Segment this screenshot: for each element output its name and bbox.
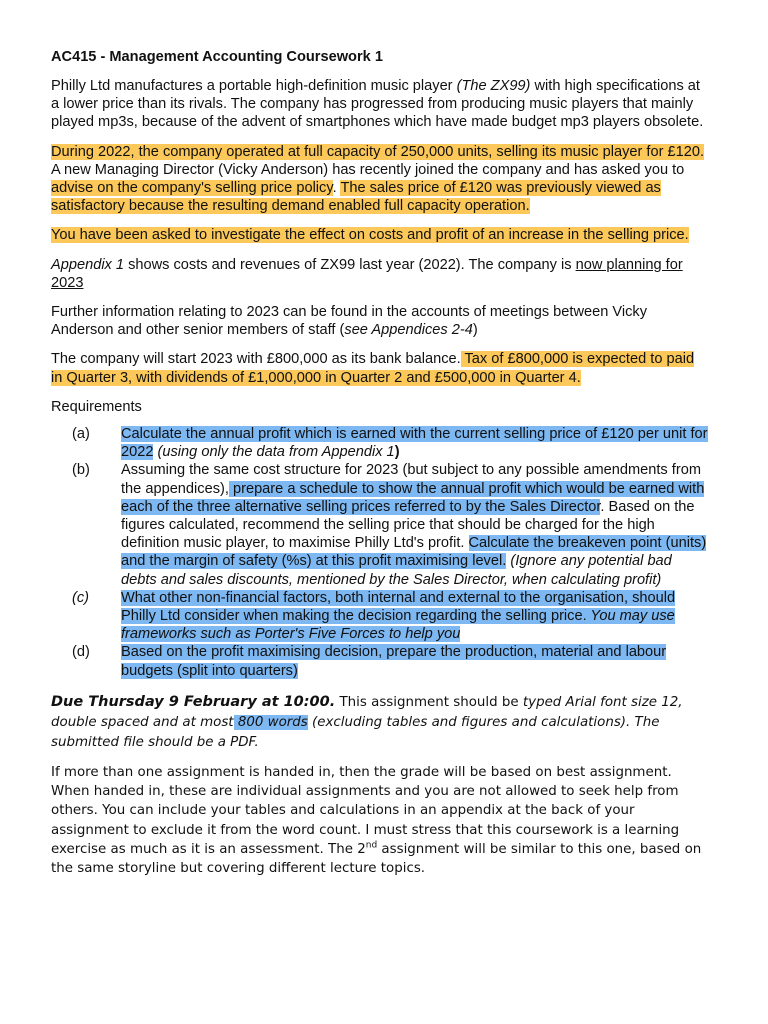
intro-paragraph — [51, 77, 708, 132]
bank-paragraph — [51, 350, 708, 386]
highlight-investigate: You have been asked to investigate the effect on costs and profit of an increase in the selling price. — [51, 227, 689, 244]
highlight-req-a: Calculate the annual profit which is earned with the current selling price of £120 per unit for 2022 — [121, 426, 708, 461]
req-a-note: (using only the data from Appendix 1 — [153, 444, 395, 461]
req-b-text: Assuming the same cost structure for 2023 (but subject to any possible amendments from the appendices), — [121, 462, 701, 497]
investigate-paragraph — [51, 226, 708, 244]
req-b-note: (Ignore any potential bad debts and sales discounts, mentioned by the Sales Director, when calculating profit) — [121, 553, 672, 588]
md-text: A new Managing Director (Vicky Anderson) has recently joined the company and has asked you to — [51, 161, 685, 178]
due-format-cont: (excluding tables and figures and calculations). The submitted file should be a PDF. — [51, 714, 660, 750]
highlight-req-d: Based on the profit maximising decision, prepare the production, material and labour budgets (split into quarters) — [121, 644, 667, 679]
requirement-text — [121, 425, 708, 461]
separator-text: . — [332, 180, 341, 197]
due-paragraph — [51, 692, 708, 753]
highlight-req-c-porter: You may use frameworks such as Porter's Five Forces to help you — [121, 608, 675, 643]
requirement-text — [121, 461, 708, 588]
planning-underline: now planning for 2023 — [51, 256, 683, 291]
requirement-label-italic: (c) — [72, 589, 90, 606]
req-b-text-cont: . Based on the figures calculated, recommend the selling price that should be charged for the high definition music player, to maximise Philly Ltd's profit. — [121, 498, 695, 552]
intro-text-cont: with high specifications at a lower price than its rivals. The company has progressed from producing music players that mainly played mp3s, because of the advent of smartphones which have made budget mp3 players obsolete. — [51, 78, 704, 131]
requirement-c — [51, 589, 708, 644]
ordinal-suffix: nd — [365, 840, 378, 851]
highlight-capacity: During 2022, the company operated at full capacity of 250,000 units, selling its music player for £120. — [51, 143, 705, 160]
req-a-paren: ) — [394, 444, 400, 461]
policy-text-cont: assignment will be similar to this one, based on the same storyline but covering different lecture topics. — [51, 842, 702, 877]
document-title: AC415 - Management Accounting Coursework 1 — [51, 49, 383, 65]
highlight-word-limit: 800 words — [233, 714, 308, 730]
requirements-list — [51, 425, 708, 680]
appendices-ref: see Appendices 2-4 — [344, 322, 473, 339]
further-info-paragraph — [51, 303, 708, 339]
requirements-heading: Requirements — [51, 398, 142, 415]
highlight-req-b-breakeven: Calculate the breakeven point (units) and the margin of safety (%s) at this profit maximising level. — [121, 535, 707, 570]
requirement-a — [51, 425, 708, 461]
appendix-ref: Appendix 1 — [51, 256, 125, 273]
due-date: Due Thursday 9 February at 10:00. — [51, 693, 336, 710]
requirement-label: (a) — [72, 426, 90, 443]
requirement-d — [51, 643, 708, 679]
requirement-b — [51, 461, 708, 588]
highlight-req-b-schedule: prepare a schedule to show the annual profit which would be earned with each of the three alternative selling prices referred to by the Sales Director — [121, 480, 705, 515]
requirement-label: (d) — [72, 644, 90, 661]
policy-text: If more than one assignment is handed in, then the grade will be based on best assignment. When handed in, these are individual assignments and you are not allowed to seek help from others. You can include your tables and calculations in an appendix at the back of your assignment to exclude it from the word count. I must stress that this coursework is a learning exercise as much as it is an assessment. The 2 — [51, 764, 680, 858]
further-text: Further information relating to 2023 can be found in the accounts of meetings between Vicky Anderson and other senior members of staff ( — [51, 304, 647, 339]
requirement-label: (b) — [72, 462, 90, 479]
due-format: typed Arial font size 12, double spaced and at most — [51, 694, 683, 730]
product-name: (The ZX99) — [456, 78, 531, 94]
highlight-tax: Tax of £800,000 is expected to paid in Quarter 3, with dividends of £1,000,000 in Quarter 2 and £500,000 in Quarter 4. — [51, 351, 695, 386]
capacity-paragraph — [51, 143, 708, 216]
highlight-sales-price: The sales price of £120 was previously viewed as satisfactory because the resulting demand enabled full capacity operation. — [51, 180, 661, 215]
closing-paren: ) — [472, 322, 478, 339]
highlight-advise: advise on the company's selling price policy — [51, 180, 333, 197]
policy-paragraph — [51, 763, 708, 879]
appendix-paragraph — [51, 256, 708, 292]
intro-text: Philly Ltd manufactures a portable high-definition music player — [51, 78, 457, 94]
requirement-text — [121, 589, 708, 644]
requirement-label — [51, 589, 121, 644]
due-text: This assignment should be — [335, 694, 523, 710]
appendix-text: shows costs and revenues of ZX99 last year (2022). The company is — [124, 256, 576, 273]
requirement-text — [121, 643, 708, 679]
bank-text: The company will start 2023 with £800,000 as its bank balance. — [51, 351, 461, 368]
highlight-req-c: What other non-financial factors, both internal and external to the organisation, should Philly Ltd consider when making the decision regarding the selling price. — [121, 589, 676, 625]
